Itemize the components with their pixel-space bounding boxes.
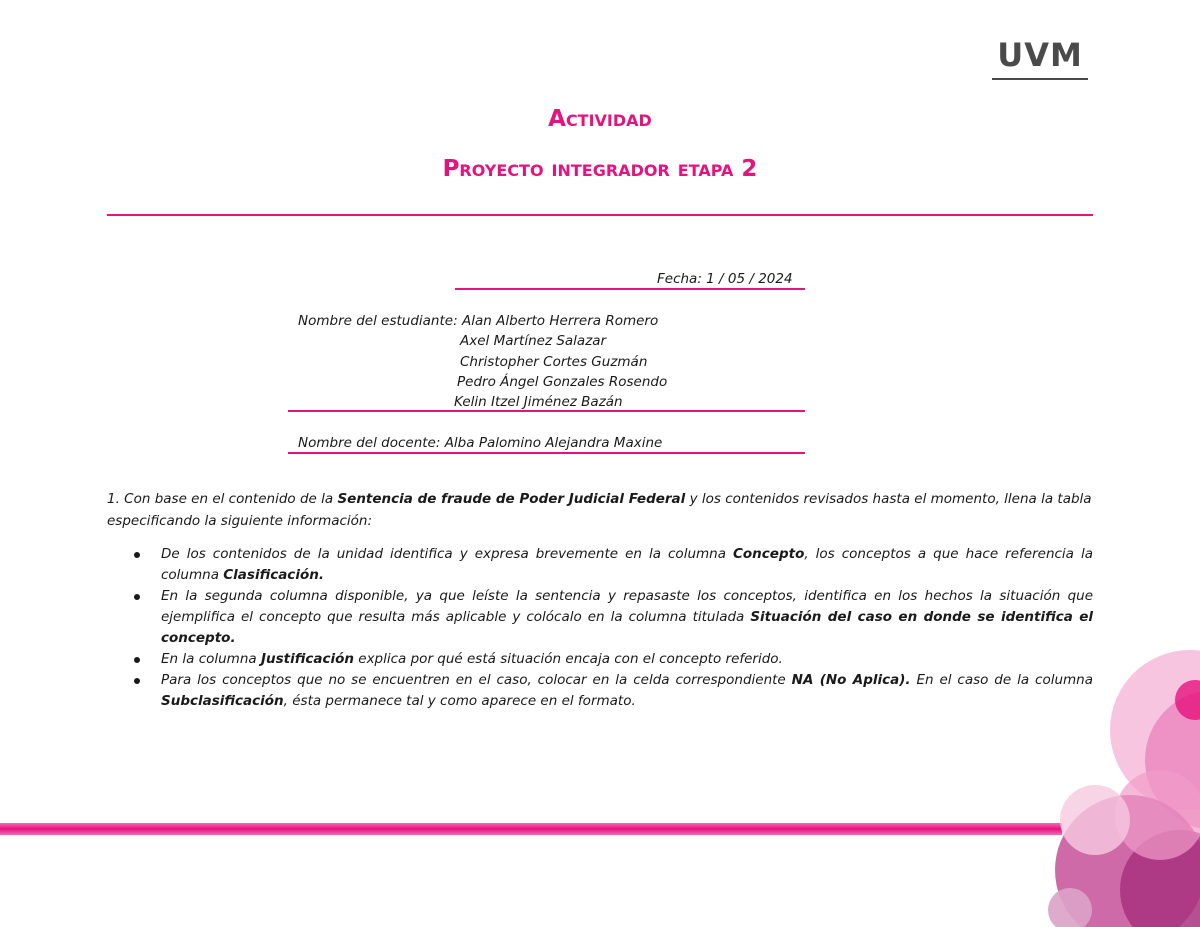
item-bold: NA (No Aplica).	[791, 672, 911, 688]
bullet-icon	[134, 594, 140, 600]
footer-bar	[0, 823, 1062, 835]
bullet-icon	[134, 552, 140, 558]
item-bold: Situación del caso en donde se identifica el concepto.	[161, 609, 1094, 646]
list-item	[107, 670, 1093, 712]
page-title: Actividad	[548, 106, 652, 132]
decorative-circles-icon	[1040, 640, 1200, 927]
teacher-underline	[288, 452, 805, 454]
student-name: Pedro Ángel Gonzales Rosendo	[457, 374, 668, 390]
intro-bold: Sentencia de fraude de Poder Judicial Federal	[337, 491, 686, 507]
item-text: En la segunda columna disponible, ya que leíste la sentencia y repasaste los conceptos, identifica en los hechos la situación que ejemplifica el concepto que resulta más aplicable y colócalo en la columna titulada	[161, 588, 1093, 625]
item-bold: Justificación	[260, 651, 354, 667]
date-underline	[455, 288, 805, 290]
intro-text: y los contenidos revisados hasta el momento, llena la tabla especificando la siguiente información:	[107, 491, 1092, 529]
uvm-logo	[990, 36, 1090, 88]
logo-text: UVM	[997, 36, 1083, 74]
date-field: Fecha: 1 / 05 / 2024	[657, 271, 793, 287]
item-text: En la columna	[161, 651, 261, 667]
item-bold: Clasificación.	[223, 567, 324, 583]
instructions-list	[107, 544, 1093, 712]
item-text: , los conceptos a que hace referencia la columna	[161, 546, 1093, 583]
student-name: Axel Martínez Salazar	[460, 333, 607, 349]
bullet-icon	[134, 678, 140, 684]
students-underline	[288, 410, 805, 412]
student-name: Christopher Cortes Guzmán	[460, 354, 648, 370]
item-text: En el caso de la columna	[910, 672, 1093, 688]
item-text: , ésta permanece tal y como aparece en el formato.	[283, 693, 636, 709]
teacher-field: Nombre del docente: Alba Palomino Alejandra Maxine	[298, 435, 663, 451]
student-name: Alan Alberto Herrera Romero	[462, 313, 659, 329]
list-item	[107, 649, 1093, 670]
item-text: De los contenidos de la unidad identifica y expresa brevemente en la columna	[161, 546, 733, 562]
students-label: Nombre del estudiante:	[298, 313, 458, 329]
instructions-intro	[107, 488, 1093, 532]
item-bold: Concepto	[733, 546, 805, 562]
item-text: Para los conceptos que no se encuentren en el caso, colocar en la celda correspondiente	[161, 672, 792, 688]
item-bold: Subclasificación	[161, 693, 284, 709]
list-item	[107, 544, 1093, 586]
page-subtitle: Proyecto integrador etapa 2	[442, 156, 758, 182]
title-divider	[107, 214, 1093, 216]
bullet-icon	[134, 657, 140, 663]
item-text: explica por qué está situación encaja con el concepto referido.	[353, 651, 783, 667]
intro-text: 1. Con base en el contenido de la	[107, 491, 338, 507]
student-name: Kelin Itzel Jiménez Bazán	[454, 394, 623, 410]
list-item	[107, 586, 1093, 649]
logo-underline	[992, 78, 1088, 84]
